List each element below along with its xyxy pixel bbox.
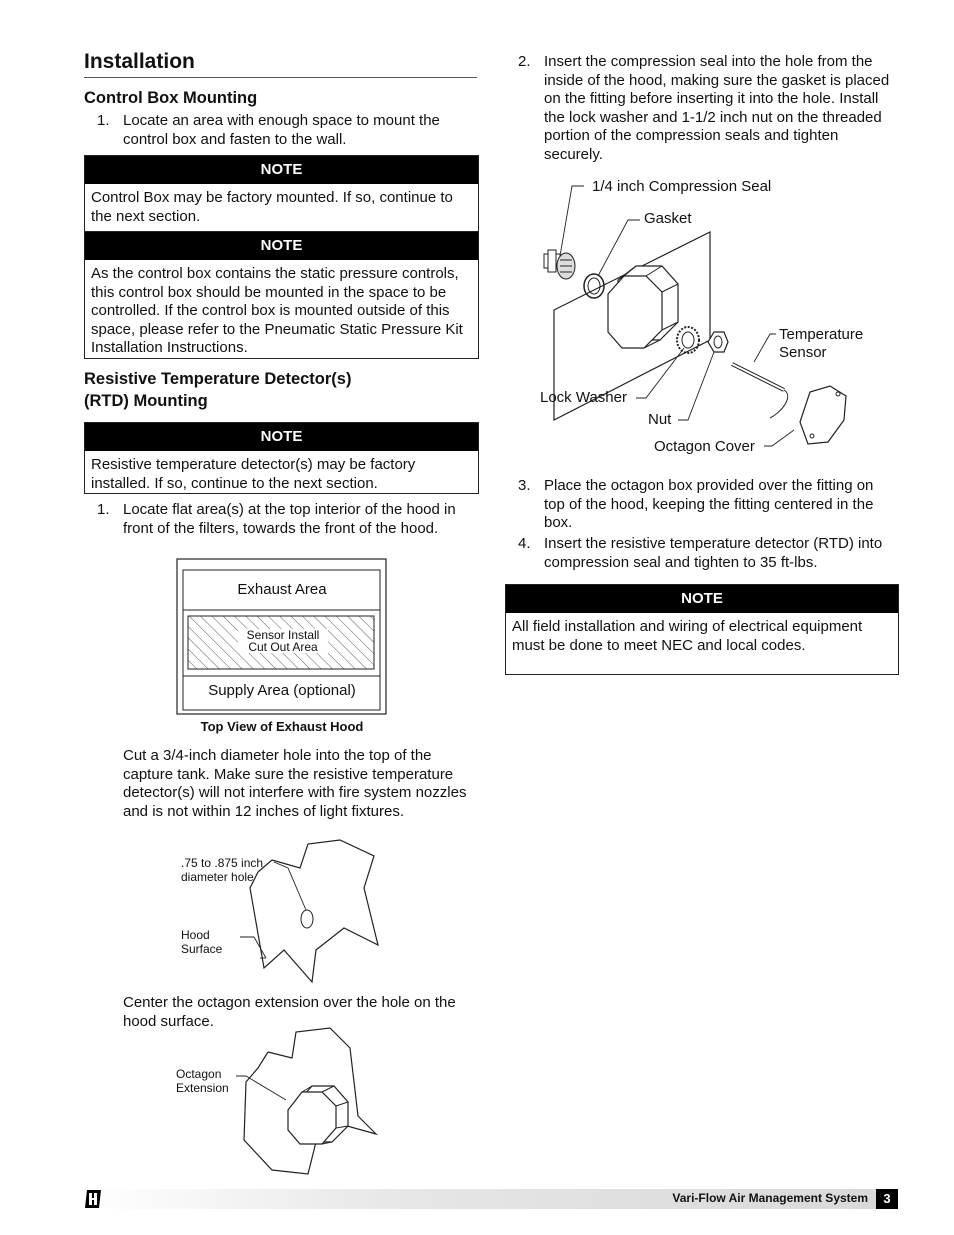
step-number: 4. xyxy=(518,535,531,552)
sensor-cutout-label xyxy=(238,629,328,653)
page-number: 3 xyxy=(876,1189,898,1209)
note-header: NOTE xyxy=(85,232,478,260)
exhaust-area-label: Exhaust Area xyxy=(237,581,327,598)
gasket-label: Gasket xyxy=(644,210,692,227)
hood-surface-label xyxy=(181,928,222,956)
step-text: Locate an area with enough space to mount the control box and fasten to the wall. xyxy=(123,112,440,148)
hood-surface-line2: Surface xyxy=(181,942,223,956)
octagon-extension-line1: Octagon xyxy=(176,1067,222,1081)
octagon-cover-label: Octagon Cover xyxy=(654,438,755,455)
note-header: NOTE xyxy=(506,585,898,613)
octagon-extension-label xyxy=(176,1067,229,1095)
octagon-extension-diagram xyxy=(236,1024,381,1176)
step-number: 2. xyxy=(518,53,531,70)
rtd-heading-line2: (RTD) Mounting xyxy=(84,392,208,410)
note-text: All field installation and wiring of electrical equipment must be done to meet NEC and local codes. xyxy=(512,618,863,654)
temperature-sensor-line1: Temperature xyxy=(779,326,864,343)
hole-size-line1: .75 to .875 inch xyxy=(181,856,264,870)
step-text: Place the octagon box provided over the fitting on top of the hood, keeping the fitting centered in the box. xyxy=(544,477,874,531)
supply-area-label: Supply Area (optional) xyxy=(208,682,356,699)
temperature-sensor-label xyxy=(779,326,863,362)
footer-product-name: Vari-Flow Air Management System xyxy=(672,1191,868,1205)
sensor-cutout-line1: Sensor Install xyxy=(246,628,320,642)
control-box-heading: Control Box Mounting xyxy=(84,89,258,107)
hole-size-label xyxy=(181,856,263,884)
note-text: Resistive temperature detector(s) may be factory installed. If so, continue to the next section. xyxy=(91,456,416,492)
note-header: NOTE xyxy=(85,423,478,451)
note-box xyxy=(505,584,899,675)
temperature-sensor-line2: Sensor xyxy=(779,344,827,361)
step-number: 1. xyxy=(97,501,110,518)
center-octagon-text: Center the octagon extension over the hole on the hood surface. xyxy=(123,994,456,1030)
diagram-caption: Top View of Exhaust Hood xyxy=(200,719,364,734)
note-header: NOTE xyxy=(85,156,478,184)
step-number: 3. xyxy=(518,477,531,494)
note-box xyxy=(84,422,479,494)
hood-surface-line1: Hood xyxy=(181,928,210,942)
hole-size-line2: diameter hole xyxy=(181,870,254,884)
note-box xyxy=(84,155,479,232)
octagon-extension-line2: Extension xyxy=(176,1081,229,1095)
step-text: Insert the compression seal into the hole from the inside of the hood, making sure the gasket is placed on the fitting before inserting it into the hole. Install the lock washer and 1-1/2 inch nut on the threaded portion of the compression seals and tighten securely. xyxy=(544,53,890,163)
cut-hole-text: Cut a 3/4-inch diameter hole into the top of the capture tank. Make sure the resistive temperature detector(s) will not interfere with fire system nozzles and is not within 12 inches of light fixtures. xyxy=(123,747,467,820)
rtd-heading xyxy=(84,368,351,412)
lock-washer-label: Lock Washer xyxy=(540,389,627,406)
sensor-cutout-line2: Cut Out Area xyxy=(248,640,318,654)
greenheck-logo-icon xyxy=(84,1189,102,1209)
compression-seal-label: 1/4 inch Compression Seal xyxy=(592,178,772,195)
title-divider xyxy=(84,77,477,78)
step-text: Locate flat area(s) at the top interior of the hood in front of the filters, towards the front of the hood. xyxy=(123,501,456,537)
note-text: As the control box contains the static pressure controls, this control box should be mounted in the space to be controlled. If the control box is mounted outside of this space, please refer to the Pneumatic Static Pressure Kit Installation Instructions. xyxy=(91,265,463,356)
page-title: Installation xyxy=(84,50,195,73)
compression-seal-assembly-diagram xyxy=(538,180,858,460)
note-text: Control Box may be factory mounted. If so, continue to the next section. xyxy=(91,189,453,225)
note-box xyxy=(84,231,479,359)
nut-label: Nut xyxy=(648,411,672,428)
step-text: Insert the resistive temperature detector (RTD) into compression seal and tighten to 35 ft-lbs. xyxy=(544,535,883,571)
step-number: 1. xyxy=(97,112,110,129)
rtd-heading-line1: Resistive Temperature Detector(s) xyxy=(84,370,352,388)
